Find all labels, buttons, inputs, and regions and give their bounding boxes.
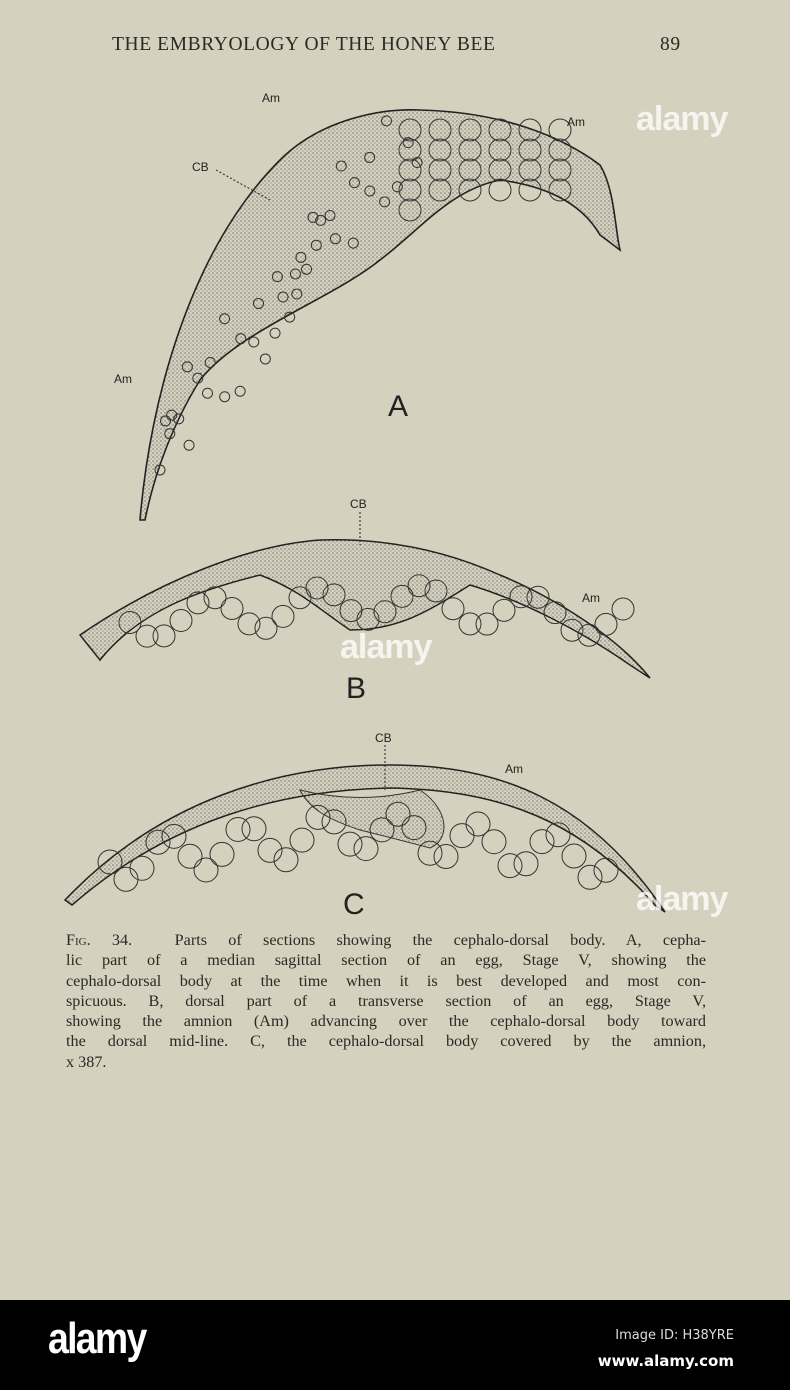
- cell: [595, 613, 617, 635]
- watermark-logo: alamy: [636, 880, 728, 918]
- image-id: Image ID: H38YRE: [615, 1328, 734, 1343]
- label-am: Am: [582, 591, 600, 605]
- panel-label-a: A: [388, 390, 409, 423]
- cell: [578, 865, 602, 889]
- panel-label-c: C: [343, 888, 365, 921]
- cell: [434, 845, 458, 869]
- cell: [249, 337, 259, 347]
- cell: [184, 440, 194, 450]
- cell: [235, 386, 245, 396]
- cell: [136, 625, 158, 647]
- cell: [272, 605, 294, 627]
- cell: [178, 844, 202, 868]
- cell: [114, 867, 138, 891]
- cell: [290, 828, 314, 852]
- stock-footer-bar: [0, 1300, 790, 1390]
- panel-label-b: B: [346, 672, 367, 705]
- label-am: Am: [505, 762, 523, 776]
- running-title: THE EMBRYOLOGY OF THE HONEY BEE: [112, 34, 496, 55]
- cell: [482, 830, 506, 854]
- cell: [170, 610, 192, 632]
- site-url: www.alamy.com: [597, 1352, 734, 1370]
- figure-number: Fig. 34.: [66, 931, 133, 949]
- cell: [220, 392, 230, 402]
- caption-line: showing the amnion (Am) advancing over the cephalo-dorsal body toward: [66, 1012, 706, 1031]
- section-c-drawing: [65, 765, 665, 912]
- cell: [338, 832, 362, 856]
- watermark-logo: alamy: [636, 100, 728, 138]
- cell: [354, 837, 378, 861]
- cell: [594, 858, 618, 882]
- cell: [612, 598, 634, 620]
- label-am: Am: [567, 115, 585, 129]
- label-am: Am: [114, 372, 132, 386]
- caption-line: Parts of sections showing the cephalo-dorsal body. A, cepha-: [174, 931, 706, 949]
- caption-line: the dorsal mid-line. C, the cephalo-dorsal body covered by the amnion,: [66, 1032, 706, 1051]
- cell: [194, 858, 218, 882]
- cell: [270, 328, 280, 338]
- page-number: 89: [660, 34, 681, 55]
- cell: [238, 613, 260, 635]
- caption-line: x 387.: [66, 1052, 107, 1071]
- cell: [498, 854, 522, 878]
- cell: [153, 625, 175, 647]
- cell: [242, 817, 266, 841]
- figure-caption: [66, 930, 706, 1072]
- cell: [260, 354, 270, 364]
- cell: [221, 597, 243, 619]
- caption-line: cephalo-dorsal body at the time when it is best developed and most con-: [66, 971, 706, 990]
- cell: [210, 842, 234, 866]
- cell: [459, 613, 481, 635]
- cell: [530, 830, 554, 854]
- label-am: Am: [262, 91, 280, 105]
- cell: [562, 844, 586, 868]
- cell: [203, 388, 213, 398]
- section-a-drawing: [140, 110, 620, 520]
- cell: [514, 852, 538, 876]
- label-cb: CB: [192, 160, 209, 174]
- caption-line: spicuous. B, dorsal part of a transverse section of an egg, Stage V,: [66, 991, 706, 1010]
- cell: [442, 598, 464, 620]
- cell: [489, 179, 511, 201]
- caption-line: lic part of a median sagittal section of an egg, Stage V, showing the: [66, 951, 706, 970]
- label-cb: CB: [375, 731, 392, 745]
- cell: [255, 617, 277, 639]
- watermark-logo: alamy: [340, 628, 432, 666]
- alamy-logo: alamy: [48, 1314, 146, 1363]
- cell: [450, 824, 474, 848]
- cell: [130, 856, 154, 880]
- label-cb: CB: [350, 497, 367, 511]
